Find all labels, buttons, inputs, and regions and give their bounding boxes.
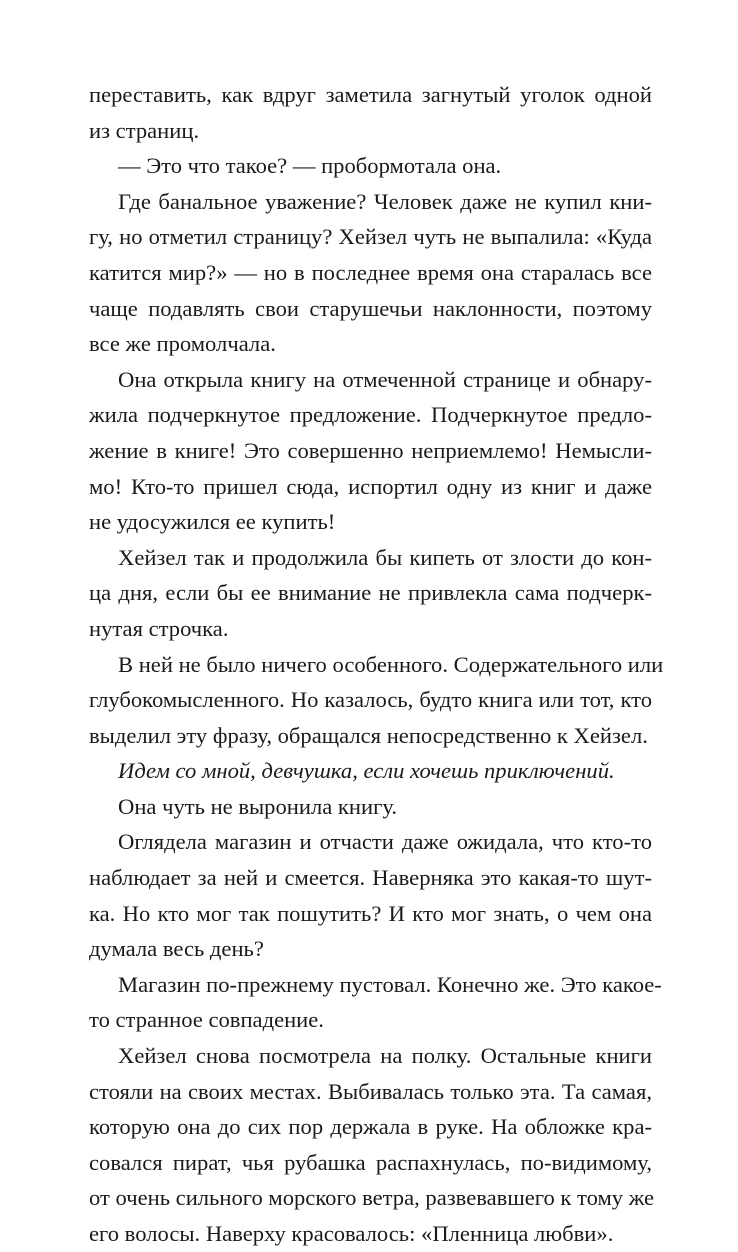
text-line: Оглядела магазин и отчасти даже ожидала, что кто-то xyxy=(118,829,652,855)
page-body-text xyxy=(89,77,664,1252)
text-line: Она открыла книгу на отмеченной странице и обнару- xyxy=(118,366,652,392)
text-line: переставить, как вдруг заметила загнутый уголок одной xyxy=(89,82,652,107)
text-line: жила подчеркнутое предложение. Подчеркнутое предло- xyxy=(89,402,652,428)
text-line: Магазин по-прежнему пустовал. Конечно же. Это какое- xyxy=(118,971,662,997)
text-line: Хейзел снова посмотрела на полку. Остальные книги xyxy=(118,1043,652,1069)
text-line: то странное совпадение. xyxy=(89,1007,324,1033)
text-line: катится мир?» — но в последнее время она старалась все xyxy=(89,259,652,285)
text-line: из страниц. xyxy=(89,117,200,143)
text-line: глубокомысленного. Но казалось, будто книга или тот, кто xyxy=(89,687,652,713)
text-line: которую она до сих пор держала в руке. На обложке кра- xyxy=(89,1114,652,1140)
text-line: Хейзел так и продолжила бы кипеть от злости до кон- xyxy=(118,544,652,570)
text-line: ца дня, если бы ее внимание не привлекла сама подчерк- xyxy=(89,580,652,606)
text-line: выделил эту фразу, обращался непосредственно к Хейзел. xyxy=(89,722,648,748)
text-line: Она чуть не выронила книгу. xyxy=(118,793,398,819)
text-line: жение в книге! Это совершенно неприемлемо! Немысли- xyxy=(89,437,652,463)
text-line: В ней не было ничего особенного. Содержательного или xyxy=(118,651,664,677)
text-line: думала весь день? xyxy=(89,936,264,962)
text-line: гу, но отметил страницу? Хейзел чуть не выпалила: «Куда xyxy=(89,224,652,250)
text-line: стояли на своих местах. Выбивалась только эта. Та самая, xyxy=(89,1078,652,1104)
text-line: совался пират, чья рубашка распахнулась, по-видимому, xyxy=(89,1149,652,1175)
text-line: от очень сильного морского ветра, развевавшего к тому же xyxy=(89,1185,655,1211)
text-line: все же промолчала. xyxy=(89,331,276,357)
text-line: наблюдает за ней и смеется. Наверняка это какая-то шут- xyxy=(89,865,652,891)
italic-quote-line: Идем со мной, девчушка, если хочешь приключений. xyxy=(118,758,615,784)
text-line: — Это что такое? — пробормотала она. xyxy=(118,153,502,179)
text-line: нутая строчка. xyxy=(89,615,229,641)
text-line: его волосы. Наверху красовалось: «Пленница любви». xyxy=(89,1221,614,1246)
text-line: Где банальное уважение? Человек даже не купил кни- xyxy=(118,188,652,214)
text-line: чаще подавлять свои старушечьи наклонности, поэтому xyxy=(89,295,652,321)
text-line: мо! Кто-то пришел сюда, испортил одну из книг и даже xyxy=(89,473,652,499)
text-line: ка. Но кто мог так пошутить? И кто мог знать, о чем она xyxy=(89,900,652,926)
text-line: не удосужился ее купить! xyxy=(89,509,336,535)
